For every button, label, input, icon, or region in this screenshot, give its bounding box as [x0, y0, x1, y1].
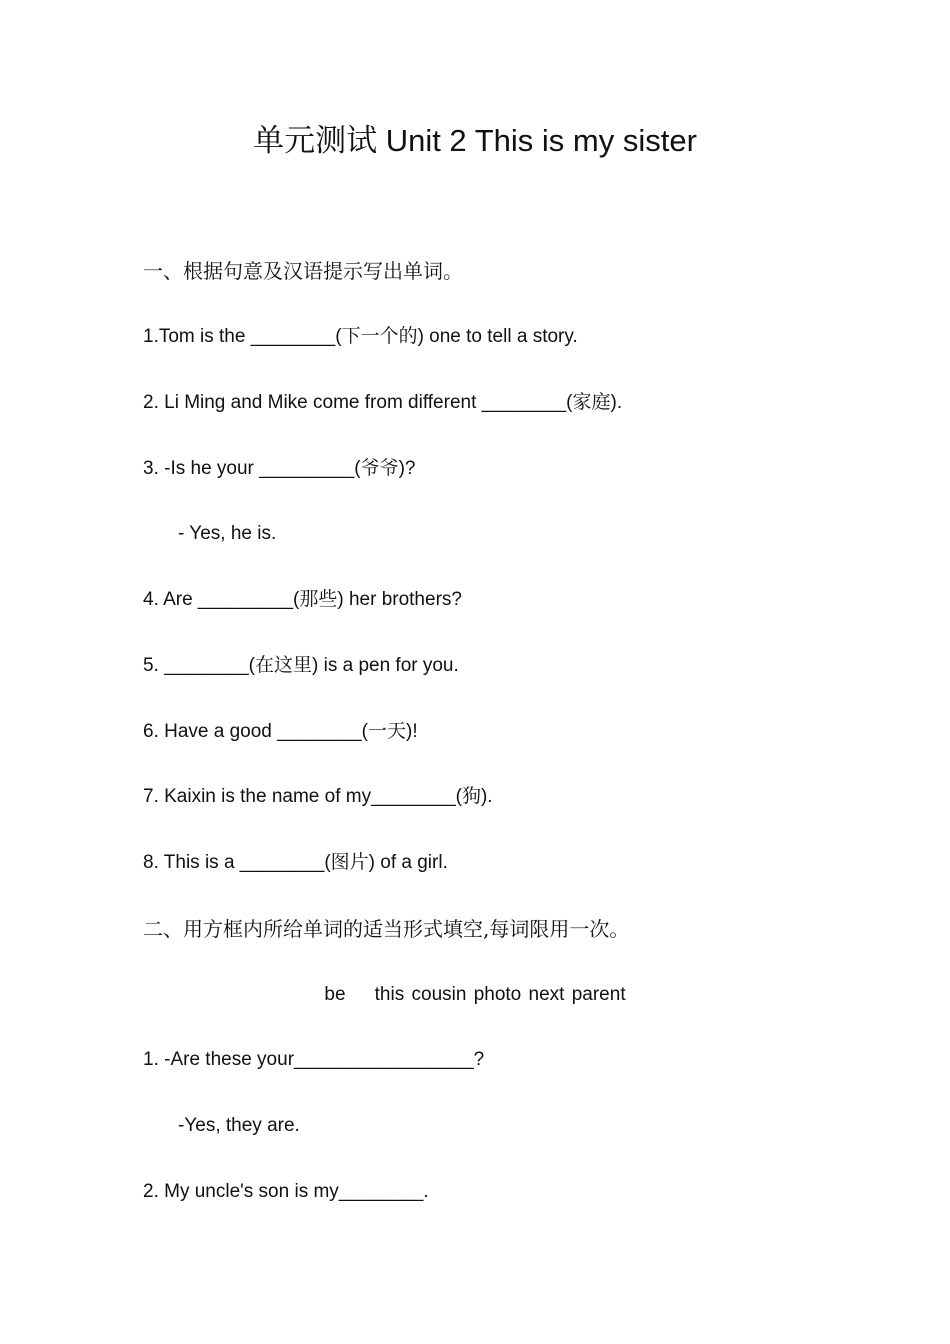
question-item: 3. -Is he your _________(爷爷)? — [143, 458, 416, 479]
word-box: be this cousin photo next parent — [324, 984, 626, 1005]
answer-line: - Yes, he is. — [178, 523, 277, 544]
answer-line: -Yes, they are. — [178, 1115, 300, 1136]
page-title: 单元测试 Unit 2 This is my sister — [253, 123, 697, 158]
section1-heading: 一、根据句意及汉语提示写出单词。 — [143, 259, 463, 283]
question-item: 2. My uncle's son is my________. — [143, 1181, 429, 1202]
section2-heading: 二、用方框内所给单词的适当形式填空,每词限用一次。 — [143, 917, 630, 941]
question-item: 1. -Are these your_________________? — [143, 1049, 485, 1070]
question-item: 6. Have a good ________(一天)! — [143, 721, 418, 742]
question-item: 8. This is a ________(图片) of a girl. — [143, 852, 448, 873]
question-item: 1.Tom is the ________(下一个的) one to tell a story. — [143, 326, 578, 347]
question-item: 5. ________(在这里) is a pen for you. — [143, 655, 459, 676]
question-item: 7. Kaixin is the name of my________(狗). — [143, 786, 493, 807]
question-item: 4. Are _________(那些) her brothers? — [143, 589, 462, 610]
question-item: 2. Li Ming and Mike come from different ________(家庭). — [143, 392, 623, 413]
